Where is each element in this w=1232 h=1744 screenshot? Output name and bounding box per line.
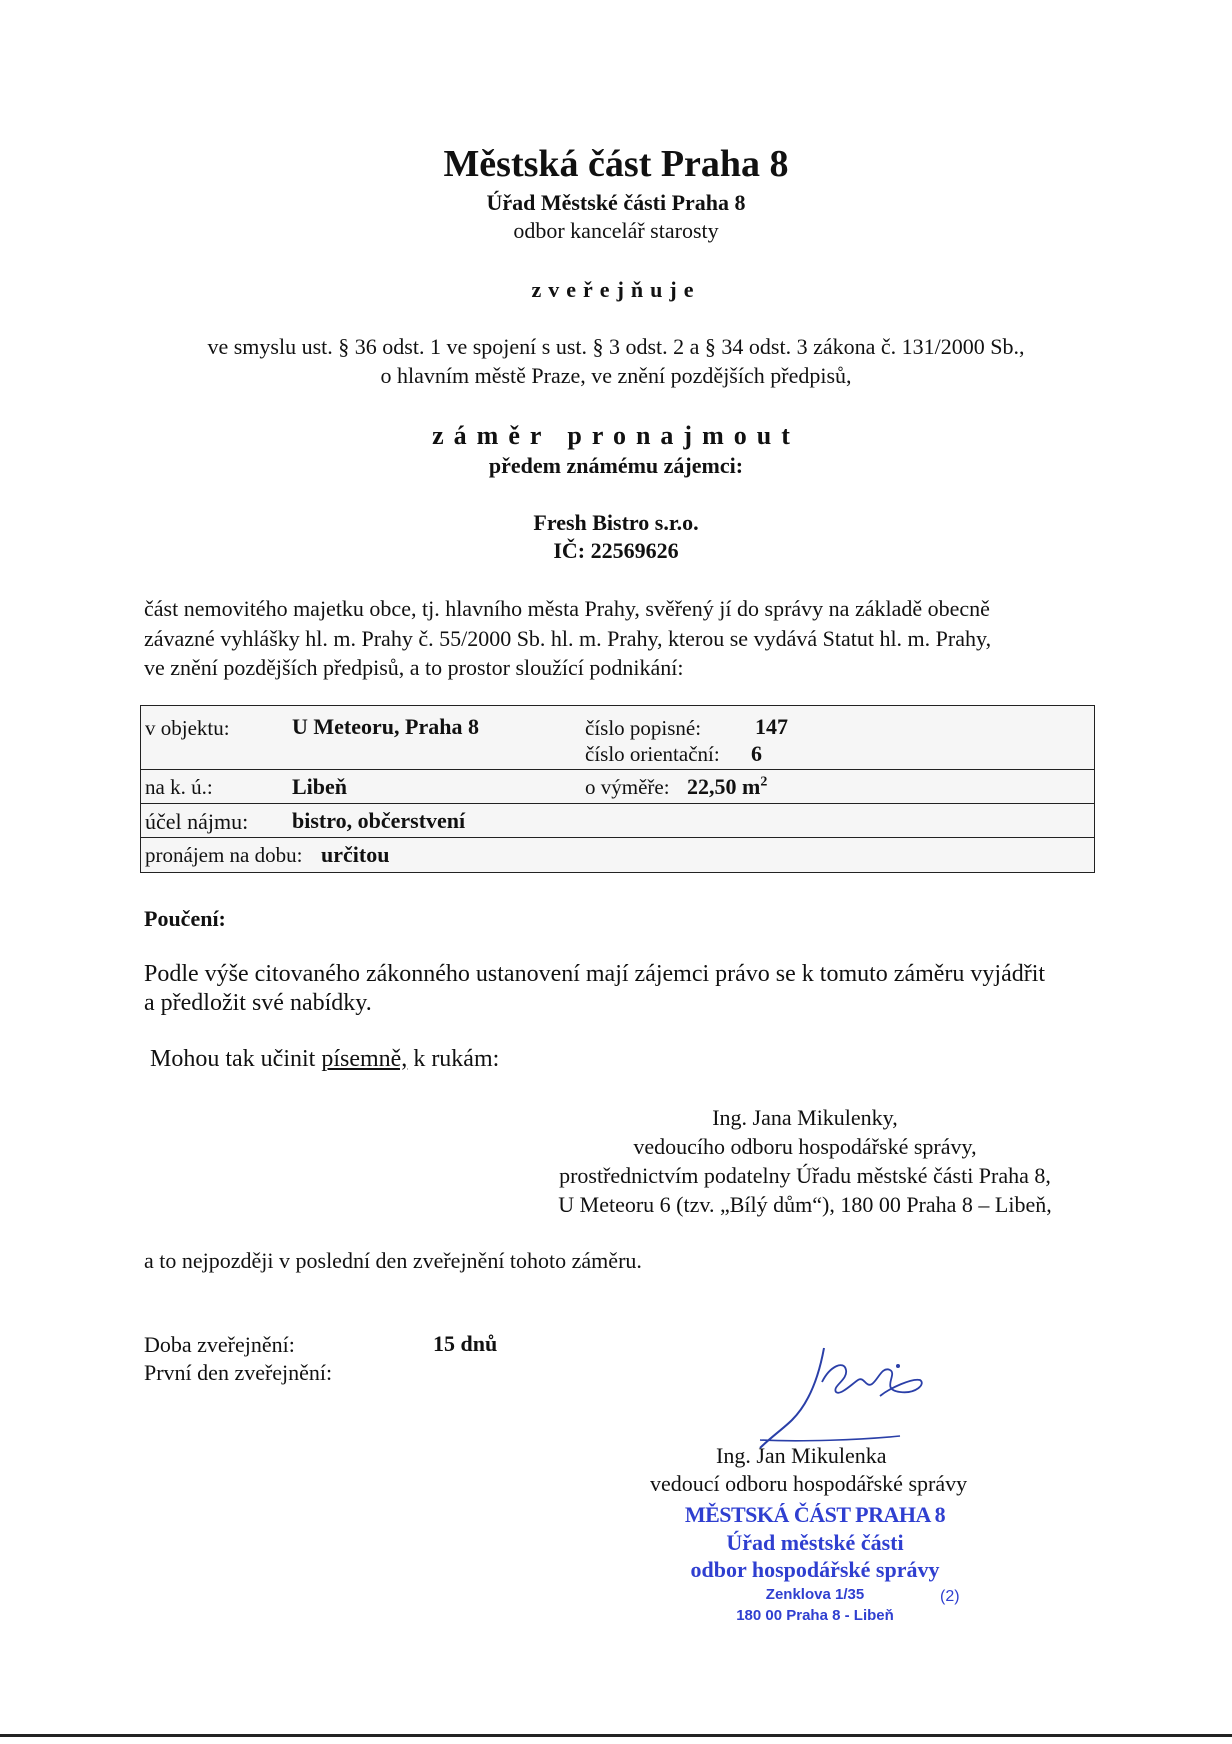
table-row	[141, 804, 1094, 838]
purpose-value: bistro, občerstvení	[292, 808, 466, 833]
table-row	[141, 770, 1094, 804]
stamp-line2: Úřad městské části	[726, 1530, 904, 1555]
purpose-label: účel nájmu:	[145, 809, 249, 834]
descriptive-number-value: 147	[755, 714, 788, 739]
recipient-name: Ing. Jana Mikulenky,	[712, 1105, 898, 1130]
legal-basis-line1: ve smyslu ust. § 36 odst. 1 ve spojení s ust. § 3 odst. 2 a § 34 odst. 3 zákona č. 131/2000 Sb.,	[207, 334, 1025, 359]
intent-heading: záměr pronajmout	[432, 421, 800, 450]
recipient-via: prostřednictvím podatelny Úřadu městské části Praha 8,	[559, 1163, 1051, 1188]
recipient-address: U Meteoru 6 (tzv. „Bílý dům“), 180 00 Praha 8 – Libeň,	[558, 1192, 1052, 1217]
signatory-role: vedoucí odboru hospodářské správy	[650, 1471, 968, 1496]
object-value: U Meteoru, Praha 8	[292, 714, 479, 739]
intent-subtitle: předem známému zájemci:	[488, 453, 744, 478]
property-intro-line1: část nemovitého majetku obce, tj. hlavního města Prahy, svěřený jí do správy na základě obecně	[144, 596, 990, 621]
handwritten-signature	[740, 1340, 940, 1460]
object-label: v objektu:	[145, 716, 230, 740]
stamp-number: (2)	[940, 1588, 960, 1605]
stamp-line5: 180 00 Praha 8 - Libeň	[736, 1607, 894, 1624]
bottom-edge-line	[0, 1734, 1232, 1737]
recipient-block	[520, 1103, 1090, 1219]
stamp-line1: MĚSTSKÁ ČÁST PRAHA 8	[684, 1502, 946, 1527]
area-value: 22,50 $m^2$	[687, 774, 768, 799]
instruction-line1: Podle výše citovaného zákonného ustanovení mají zájemci právo se k tomuto záměru vyjádřit	[144, 961, 1046, 987]
company-name: Fresh Bistro s.r.o.	[533, 510, 699, 535]
term-value: určitou	[321, 842, 390, 867]
signatory-name: Ing. Jan Mikulenka	[716, 1443, 887, 1468]
submit-instruction	[150, 1046, 499, 1073]
instruction-heading: Poučení:	[144, 906, 226, 931]
cadastral-label: na k. ú.:	[145, 775, 213, 799]
first-day-label: První den zveřejnění:	[144, 1360, 333, 1385]
submit-method: písemně,	[321, 1046, 408, 1072]
property-intro-line3: ve znění pozdějších předpisů, a to prostor sloužící podnikání:	[144, 655, 684, 680]
submit-pre: Mohou tak učinit	[150, 1046, 316, 1072]
stamp-line3: odbor hospodářské správy	[690, 1557, 940, 1582]
orientation-number-value: 6	[751, 741, 762, 766]
office-stamp	[650, 1500, 980, 1626]
company-id: IČ: 22569626	[553, 538, 679, 563]
office-name: Úřad Městské části Praha 8	[486, 190, 746, 215]
recipient-role: vedoucího odboru hospodářské správy,	[633, 1134, 977, 1159]
term-label: pronájem na dobu:	[145, 843, 303, 867]
period-value: 15 dnů	[433, 1331, 498, 1356]
publishes-heading: zveřejňuje	[531, 277, 701, 302]
area-unit-sup: 2	[760, 774, 768, 790]
orientation-number-label: číslo orientační:	[585, 742, 720, 766]
stamp-line4: Zenklova 1/35	[765, 1586, 865, 1603]
cadastral-value: Libeň	[292, 774, 348, 799]
legal-basis-line2: o hlavním městě Praze, ve znění pozdějších předpisů,	[380, 363, 852, 388]
page-title: Městská část Praha 8	[443, 143, 789, 185]
property-intro-line2: závazné vyhlášky hl. m. Prahy č. 55/2000 Sb. hl. m. Prahy, kterou se vydává Statut hl. m. Prahy,	[144, 626, 992, 651]
period-label: Doba zveřejnění:	[144, 1332, 295, 1357]
property-table	[140, 705, 1095, 873]
area-label: o výměře:	[585, 775, 670, 799]
table-row	[141, 706, 1094, 770]
descriptive-number-label: číslo popisné:	[585, 716, 702, 740]
deadline-text: a to nejpozději v poslední den zveřejnění tohoto záměru.	[144, 1248, 642, 1273]
instruction-line2: a předložit své nabídky.	[144, 990, 372, 1016]
submit-post: k rukám:	[413, 1046, 500, 1072]
table-row	[141, 838, 1094, 872]
department-name: odbor kancelář starosty	[513, 218, 719, 243]
